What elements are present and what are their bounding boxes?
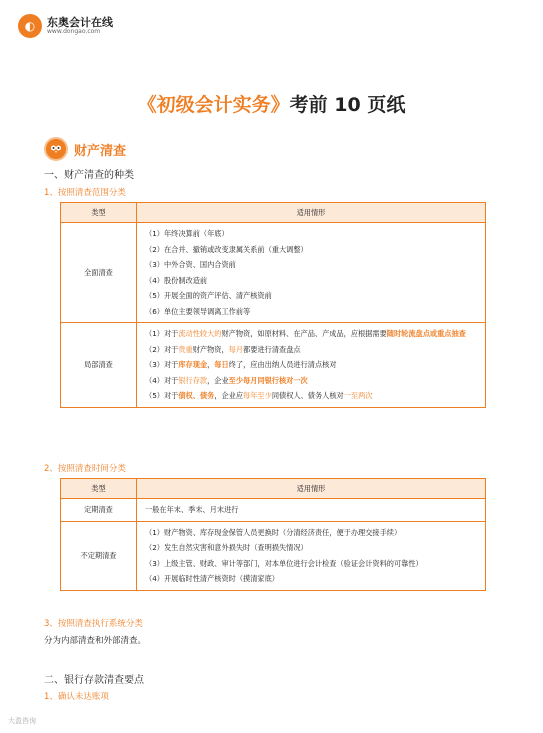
section-badge <box>44 137 126 161</box>
situation-cell: 一般在年末、季末、月末进行 <box>137 499 486 522</box>
list-item: （1）财产物资、库存现金保管人员更换时（分清经济责任，便于办理交接手续） <box>145 527 402 537</box>
heading-confirm: 1、确认未达账项 <box>44 692 109 702</box>
table-scope <box>60 202 486 408</box>
list-item: （3）上级主管、财政、审计等部门，对本单位进行会计检查（验证会计资料的可靠性） <box>145 558 423 568</box>
type-cell: 局部清查 <box>61 323 137 408</box>
table-row <box>61 521 486 590</box>
logo-name: 东奥会计在线 <box>47 15 113 29</box>
list-item: （4）对于银行存款，企业至少每月同银行核对一次 <box>145 375 308 385</box>
list-item: （5）对于债权、债务，企业应每年至少同债权人、债务人核对一至两次 <box>145 391 373 400</box>
list-item: （5）开展全面的资产评估、清产核资前 <box>145 291 272 300</box>
list-item: （4）开展临时性清产核资时（摸清家底） <box>145 574 279 583</box>
heading-kinds: 一、财产清查的种类 <box>44 170 134 181</box>
heading-bank: 二、银行存款清查要点 <box>44 675 144 686</box>
list-item: （4）股份制改造前 <box>145 275 208 285</box>
heading-scope: 1、按照清查范围分类 <box>44 188 126 198</box>
table-header-situation: 适用情形 <box>137 479 486 499</box>
list-item: （6）单位主要领导调离工作前等 <box>145 306 251 316</box>
table-time <box>60 478 486 591</box>
list-item: （1）年终决算前（年底） <box>145 229 229 238</box>
list-item: （1）对于流动性较大的财产物资，如原材料、在产品、产成品，应根据需要随时轮流盘点或重点抽查 <box>145 329 466 338</box>
heading-system: 3、按照清查执行系统分类 <box>44 619 143 629</box>
list-item: （2）发生自然灾害和意外损失时（查明损失情况） <box>145 543 308 552</box>
section-label: 财产清查 <box>74 143 127 159</box>
logo-icon: ◐ <box>18 14 42 38</box>
type-cell: 不定期清查 <box>61 521 137 590</box>
type-cell: 定期清查 <box>61 499 137 522</box>
list-item: （3）中外合资、国内合资前 <box>145 260 236 269</box>
table-row <box>61 499 486 522</box>
type-cell: 全面清查 <box>61 223 137 323</box>
table-header-type: 类型 <box>61 479 137 499</box>
page-title <box>0 90 543 117</box>
title-rest: 考前 10 页纸 <box>289 94 406 116</box>
title-book: 《初级会计实务》 <box>137 94 290 116</box>
logo-url: www.dongao.com <box>47 27 101 35</box>
table-header-type: 类型 <box>61 203 137 223</box>
list-item: （2）对于贵重财产物资，每月都要进行清查盘点 <box>145 344 301 354</box>
table-row <box>61 323 486 408</box>
table-header-situation: 适用情形 <box>137 203 486 223</box>
list-item: （2）在合并、撤销或改变隶属关系前（重大调整） <box>145 244 308 254</box>
table-row <box>61 223 486 323</box>
situation-cell <box>137 521 486 590</box>
owl-icon <box>44 137 68 161</box>
situation-cell <box>137 323 486 408</box>
heading-time: 2、按照清查时间分类 <box>44 464 126 474</box>
situation-cell <box>137 223 486 323</box>
system-text: 分为内部清查和外部清查。 <box>44 636 147 646</box>
logo <box>18 14 113 38</box>
footer-watermark: 大盈咨询 <box>8 717 36 725</box>
list-item: （3）对于库存现金，每日终了，应由出纳人员进行清点核对 <box>145 360 337 369</box>
